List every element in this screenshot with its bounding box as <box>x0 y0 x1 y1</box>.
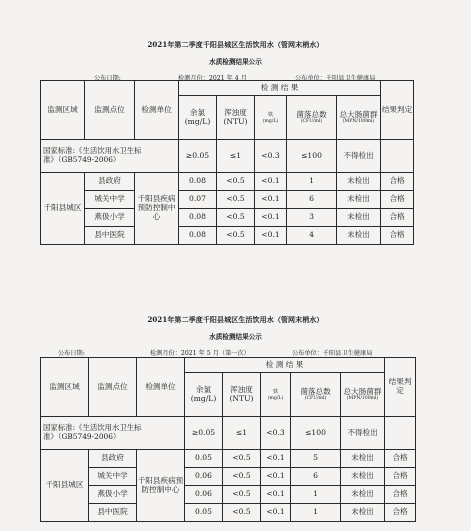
water-quality-table <box>40 357 416 522</box>
header-coliform: 总大肠菌群 (MPN/100ml) <box>337 96 381 140</box>
report-subtitle: 水质检测结果公示 <box>209 333 262 341</box>
standard-colony: ≤100 <box>291 417 341 450</box>
header-unit: 检测单位 <box>135 81 179 140</box>
standard-turbidity: ≤1 <box>223 417 261 450</box>
point-cell: 燕伋小学 <box>85 209 135 227</box>
point-cell: 燕伋小学 <box>89 486 137 504</box>
standard-label: 国家标准:《生活饮用水卫生标 准》（GB5749-2006） <box>41 140 179 173</box>
standard-turbidity: ≤1 <box>217 140 255 173</box>
header-iron: 铁 (mg/L) <box>255 96 287 140</box>
unit-cell: 千阳县疾病预防控制中心 <box>135 173 179 245</box>
header-unit: 检测单位 <box>137 358 185 417</box>
table-row: 燕伋小学 0.06 <0.5 <0.1 1 未检出 合格 <box>41 486 416 504</box>
standard-chlorine: ≥0.05 <box>185 417 223 450</box>
header-results-group: 检 测 结 果 <box>179 81 381 96</box>
header-chlorine: 余氯 (mg/L) <box>179 96 217 140</box>
header-colony: 菌落总数 (CFU/ml) <box>291 373 341 417</box>
area-cell: 千阳县城区 <box>41 450 89 522</box>
header-coliform: 总大肠菌群 (MPN/100ml) <box>341 373 385 417</box>
report-section-may <box>0 303 471 531</box>
standard-iron: <0.3 <box>261 417 291 450</box>
point-cell: 城关中学 <box>89 468 137 486</box>
publisher: 公布单位：千阳县卫生健康局 <box>295 75 376 82</box>
header-iron: 铁 (mg/L) <box>261 373 291 417</box>
publisher: 公布单位：千阳县卫生健康局 <box>292 350 373 357</box>
table-row: 县中医院 0.08 <0.5 <0.1 4 未检出 合格 <box>41 227 414 245</box>
point-cell: 县中医院 <box>85 227 135 245</box>
header-judge: 结果判定 <box>381 81 414 140</box>
standard-colony: ≤100 <box>287 140 337 173</box>
report-subtitle: 水质检测结果公示 <box>209 58 262 66</box>
area-cell: 千阳县城区 <box>41 173 85 245</box>
test-month: 检测月份：2021 年 5 月（第一次） <box>150 350 250 357</box>
unit-cell: 千阳县疾病预防控制中心 <box>137 450 185 522</box>
header-chlorine: 余氯 (mg/L) <box>185 373 223 417</box>
header-colony: 菌落总数 (CFU/ml) <box>287 96 337 140</box>
standard-coliform: 不得检出 <box>337 140 381 173</box>
point-cell: 县中医院 <box>89 504 137 522</box>
point-cell: 县政府 <box>85 173 135 191</box>
table-row: 城关中学 0.07 <0.5 <0.1 6 未检出 合格 <box>41 191 414 209</box>
publish-date: 公布日期: <box>94 75 121 82</box>
publish-date: 公布日期: <box>58 350 85 357</box>
header-results-group: 检 测 结 果 <box>185 358 385 373</box>
header-judge: 结果判定 <box>385 358 416 417</box>
table-row: 县中医院 0.05 <0.5 <0.1 1 未检出 合格 <box>41 504 416 522</box>
report-title: 2021年第二季度千阳县城区生活饮用水（管网末梢水） <box>147 40 324 49</box>
point-cell: 城关中学 <box>85 191 135 209</box>
standard-label: 国家标准:《生活饮用水卫生标 准》（GB5749-2006） <box>41 417 185 450</box>
header-turbidity: 浑浊度 (NTU) <box>223 373 261 417</box>
header-area: 监测区域 <box>41 81 85 140</box>
table-row: 城关中学 0.06 <0.5 <0.1 6 未检出 合格 <box>41 468 416 486</box>
report-title: 2021年第二季度千阳县城区生活饮用水（管网末梢水） <box>147 315 324 324</box>
standard-iron: <0.3 <box>255 140 287 173</box>
table-row: 千阳县城区 县政府 千阳县疾病预防控制中心 0.08 <0.5 <0.1 1 未检出 合格 <box>41 173 414 191</box>
standard-coliform: 不得检出 <box>341 417 385 450</box>
header-point: 监测点位 <box>89 358 137 417</box>
standard-chlorine: ≥0.05 <box>179 140 217 173</box>
table-row: 燕伋小学 0.08 <0.5 <0.1 3 未检出 合格 <box>41 209 414 227</box>
point-cell: 县政府 <box>89 450 137 468</box>
header-turbidity: 浑浊度 (NTU) <box>217 96 255 140</box>
header-area: 监测区域 <box>41 358 89 417</box>
water-quality-table <box>40 80 414 245</box>
test-month: 检测月份：2021 年 4 月 <box>178 75 247 82</box>
table-row: 千阳县城区 县政府 千阳县疾病预防控制中心 0.05 <0.5 <0.1 5 未检出 合格 <box>41 450 416 468</box>
header-point: 监测点位 <box>85 81 135 140</box>
